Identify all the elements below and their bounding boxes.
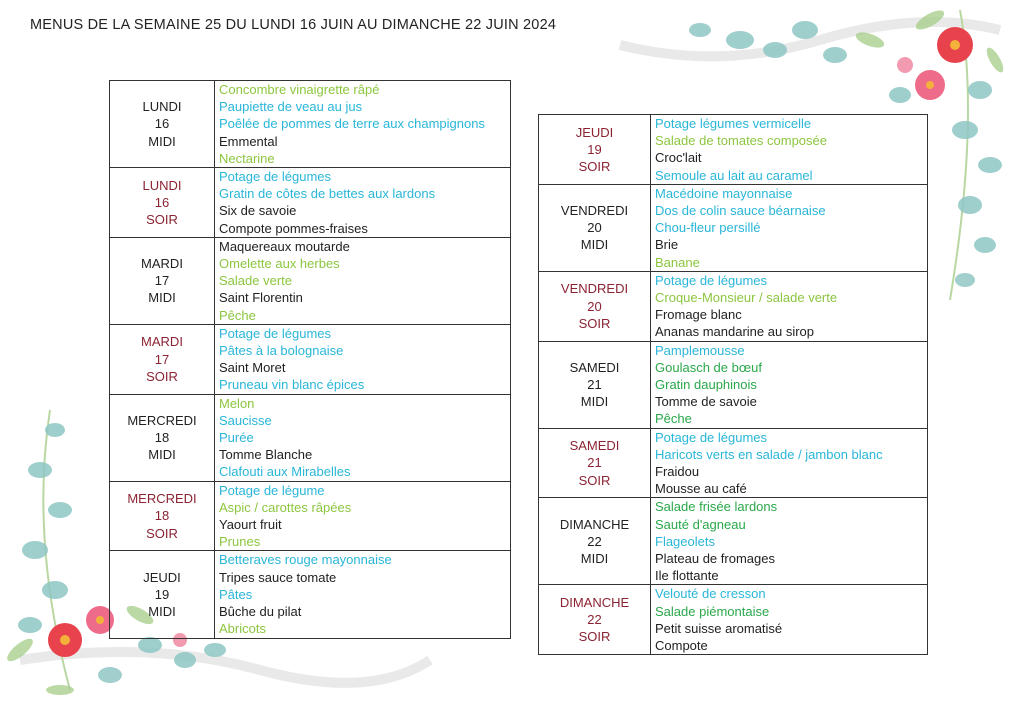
page-title: MENUS DE LA SEMAINE 25 DU LUNDI 16 JUIN AU DIMANCHE 22 JUIN 2024 (30, 17, 557, 33)
menu-item: Melon (219, 395, 255, 411)
menu-item: Potage de légumes (219, 169, 332, 185)
menu-item: Fraidou (655, 464, 700, 480)
meal-day: MARDI (141, 334, 183, 350)
meal-day: MARDI (141, 256, 183, 272)
meal-row (539, 585, 928, 655)
meal-items-cell (651, 585, 928, 655)
menu-item: Compote (655, 638, 708, 654)
meal-day-cell (539, 341, 651, 428)
menu-item: Aspic / carottes râpées (219, 499, 352, 515)
menu-item: Croc'lait (655, 150, 702, 166)
meal-num: 19 (587, 141, 602, 157)
menu-item: Saucisse (219, 412, 272, 428)
menu-item: Salade verte (219, 273, 292, 289)
meal-num: 17 (154, 273, 170, 289)
meal-period: SOIR (146, 212, 178, 228)
meal-day: SAMEDI (569, 359, 620, 375)
meal-items-cell (215, 237, 511, 324)
meal-day: MERCREDI (127, 412, 197, 428)
menu-item: Poêlée de pommes de terre aux champignons (219, 116, 485, 132)
meal-row (110, 394, 511, 481)
menu-item: Six de savoie (219, 203, 297, 219)
meal-period: MIDI (580, 551, 609, 567)
meal-items-cell (651, 271, 928, 341)
menu-item: Goulasch de bœuf (655, 359, 762, 375)
meal-items-cell (215, 324, 511, 394)
meal-day-cell (539, 115, 651, 185)
meal-day: MERCREDI (127, 491, 197, 507)
meal-day: SAMEDI (569, 438, 620, 454)
meal-row (539, 498, 928, 585)
meal-num: 17 (154, 351, 170, 367)
menu-item: Emmental (219, 133, 278, 149)
meal-day-cell (110, 168, 215, 238)
menu-item: Sauté d'agneau (655, 516, 746, 532)
menu-item: Concombre vinaigrette râpé (219, 82, 380, 97)
meal-num: 20 (587, 220, 602, 236)
meal-day-cell (110, 237, 215, 324)
meal-day-cell (539, 184, 651, 271)
menu-item: Pêche (655, 411, 692, 427)
menu-item: Pruneau vin blanc épices (219, 377, 365, 393)
menu-item: Potage de légumes (655, 272, 768, 288)
menu-item: Purée (219, 430, 254, 446)
meal-row (539, 341, 928, 428)
meal-period: MIDI (148, 290, 176, 306)
menu-item: Brie (655, 237, 679, 253)
menu-item: Banane (655, 254, 700, 270)
menu-item: Velouté de cresson (655, 586, 766, 602)
meal-day-cell (110, 551, 215, 638)
meal-row (110, 168, 511, 238)
meal-period: SOIR (146, 525, 178, 541)
meal-num: 21 (587, 377, 602, 393)
menu-item: Plateau de fromages (655, 551, 775, 567)
meal-period: MIDI (580, 394, 609, 410)
meal-day-cell (110, 481, 215, 551)
meal-items-cell (215, 168, 511, 238)
meal-row (110, 481, 511, 551)
meal-row (539, 428, 928, 498)
meal-day-cell (539, 498, 651, 585)
meal-day: DIMANCHE (559, 595, 630, 611)
meal-day: LUNDI (142, 177, 182, 193)
meal-period: MIDI (148, 133, 176, 149)
menu-item: Chou-fleur persillé (655, 220, 761, 236)
menu-item: Pêche (219, 307, 256, 323)
menu-item: Flageolets (655, 533, 715, 549)
menu-item: Gratin dauphinois (655, 377, 757, 393)
menu-item: Dos de colin sauce béarnaise (655, 203, 826, 219)
menu-item: Pâtes à la bolognaise (219, 343, 344, 359)
meal-items-cell (215, 81, 511, 168)
menu-item: Mousse au café (655, 481, 747, 497)
meal-row (539, 115, 928, 185)
menu-table-left (109, 80, 511, 639)
meal-day-cell (539, 585, 651, 655)
menu-item: Prunes (219, 534, 261, 550)
meal-day: VENDREDI (560, 203, 629, 219)
menu-item: Salade de tomates composée (655, 133, 827, 149)
meal-items-cell (215, 394, 511, 481)
menu-table-right (538, 114, 928, 655)
menu-item: Salade frisée lardons (655, 499, 778, 515)
menu-item: Pâtes (219, 586, 253, 602)
meal-day-cell (110, 81, 215, 168)
menu-item: Fromage blanc (655, 307, 742, 323)
menu-item: Potage légumes vermicelle (655, 116, 812, 131)
meal-row (110, 237, 511, 324)
meal-period: SOIR (578, 629, 611, 645)
meal-items-cell (651, 498, 928, 585)
meal-num: 22 (587, 612, 602, 628)
meal-num: 21 (587, 455, 602, 471)
meal-items-cell (215, 551, 511, 638)
meal-day: VENDREDI (560, 281, 629, 297)
meal-day: JEUDI (143, 569, 181, 585)
menu-item: Betteraves rouge mayonnaise (219, 552, 392, 568)
meal-day-cell (539, 428, 651, 498)
meal-day: LUNDI (142, 99, 182, 115)
meal-row (539, 271, 928, 341)
menu-item: Potage de légume (219, 482, 325, 498)
menu-item: Ananas mandarine au sirop (655, 324, 814, 340)
meal-period: MIDI (148, 604, 176, 620)
meal-num: 16 (154, 116, 170, 132)
menu-item: Bûche du pilat (219, 604, 302, 620)
meal-items-cell (215, 481, 511, 551)
meal-items-cell (651, 184, 928, 271)
menu-item: Gratin de côtes de bettes aux lardons (219, 186, 436, 202)
meal-period: SOIR (578, 159, 611, 174)
meal-period: MIDI (580, 237, 609, 253)
meal-row (110, 324, 511, 394)
menu-item: Tomme de savoie (655, 394, 757, 410)
meal-period: SOIR (578, 315, 611, 331)
meal-row (539, 184, 928, 271)
menu-item: Salade piémontaise (655, 603, 770, 619)
meal-period: SOIR (578, 472, 611, 488)
menu-item: Yaourt fruit (219, 517, 282, 533)
menu-item: Tripes sauce tomate (219, 569, 337, 585)
menu-item: Paupiette de veau au jus (219, 99, 363, 115)
menu-item: Compote pommes-fraises (219, 220, 368, 236)
menu-item: Tomme Blanche (219, 447, 313, 463)
meal-day-cell (539, 271, 651, 341)
meal-period: SOIR (146, 368, 178, 384)
meal-day: JEUDI (575, 124, 614, 140)
menu-item: Macédoine mayonnaise (655, 185, 793, 201)
meal-num: 20 (587, 298, 602, 314)
menu-item: Saint Florentin (219, 290, 303, 306)
meal-items-cell (651, 115, 928, 185)
menu-item: Abricots (219, 621, 266, 637)
menu-item: Saint Moret (219, 360, 286, 376)
menu-item: Potage de légumes (219, 325, 332, 341)
menu-item: Haricots verts en salade / jambon blanc (655, 446, 883, 462)
meal-num: 16 (154, 194, 170, 210)
meal-day: DIMANCHE (559, 516, 630, 532)
menu-item: Petit suisse aromatisé (655, 620, 783, 636)
meal-num: 22 (587, 533, 602, 549)
menu-item: Omelette aux herbes (219, 256, 340, 272)
menu-item: Ile flottante (655, 568, 719, 584)
meal-period: MIDI (148, 447, 176, 463)
menu-item: Semoule au lait au caramel (655, 167, 813, 183)
meal-items-cell (651, 341, 928, 428)
menu-item: Clafouti aux Mirabelles (219, 464, 351, 480)
menu-item: Pamplemousse (655, 342, 745, 358)
menu-item: Maquereaux moutarde (219, 238, 350, 254)
meal-day-cell (110, 394, 215, 481)
menu-item: Croque-Monsieur / salade verte (655, 290, 838, 306)
meal-num: 18 (154, 430, 170, 446)
meal-day-cell (110, 324, 215, 394)
menu-item: Potage de légumes (655, 429, 768, 445)
meal-items-cell (651, 428, 928, 498)
meal-num: 19 (154, 586, 170, 602)
meal-row (110, 81, 511, 168)
meal-row (110, 551, 511, 638)
menu-item: Nectarine (219, 150, 275, 166)
meal-num: 18 (154, 508, 170, 524)
